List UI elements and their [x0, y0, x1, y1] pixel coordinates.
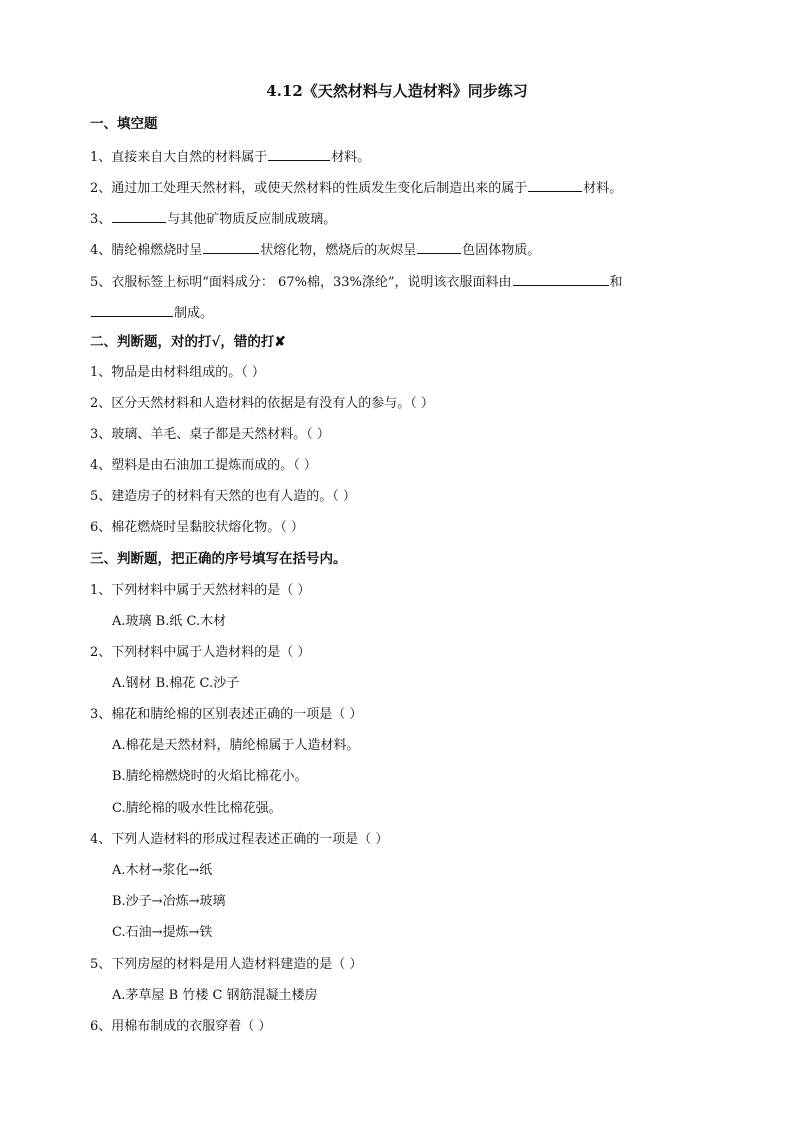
q5-text-mid: 和 [609, 275, 623, 290]
choice-options-2: A.钢材 B.棉花 C.沙子 [112, 676, 240, 691]
choice-question-6: 6、用棉布制成的衣服穿着（ ） [90, 1019, 272, 1034]
choice-option-4c: C.石油→提炼→铁 [112, 925, 213, 940]
q3-text-post: 与其他矿物质反应制成玻璃。 [167, 212, 337, 227]
section2-heading: 二、判断题，对的打√，错的打✘ [90, 334, 286, 350]
q5-text-post: 制成。 [174, 306, 214, 321]
choice-option-3b: B.腈纶棉燃烧时的火焰比棉花小。 [112, 769, 308, 784]
q2-text-post: 材料。 [583, 181, 623, 196]
q5-text-pre: 5、衣服标签上标明“面料成分： 67%棉，33%涤纶”，说明该衣服面料由 [90, 275, 512, 290]
judge-question-6: 6、棉花燃烧时呈黏胶状熔化物。（ ） [90, 520, 304, 535]
choice-option-4a: A.木材→浆化→纸 [112, 863, 213, 878]
fill-question-5 [90, 270, 623, 293]
fill-question-1 [90, 145, 370, 168]
judge-question-4: 4、塑料是由石油加工提炼而成的。（ ） [90, 458, 317, 473]
answer-blank[interactable] [417, 238, 461, 254]
fill-question-3 [90, 207, 336, 230]
choice-question-4: 4、下列人造材料的形成过程表述正确的一项是（ ） [90, 832, 389, 847]
judge-question-3: 3、玻璃、羊毛、桌子都是天然材料。（ ） [90, 427, 330, 442]
section3-heading: 三、判断题，把正确的序号填写在括号内。 [90, 551, 347, 567]
q2-text-pre: 2、通过加工处理天然材料，或使天然材料的性质发生变化后制造出来的属于 [90, 181, 528, 196]
answer-blank[interactable] [513, 270, 609, 286]
choice-question-2: 2、下列材料中属于人造材料的是（ ） [90, 645, 311, 660]
answer-blank[interactable] [528, 176, 582, 192]
choice-question-1: 1、下列材料中属于天然材料的是（ ） [90, 583, 311, 598]
choice-option-4b: B.沙子→冶炼→玻璃 [112, 894, 226, 909]
page-title: 4.12《天然材料与人造材料》同步练习 [266, 82, 528, 100]
section1-heading: 一、填空题 [90, 116, 158, 132]
choice-options-5: A.茅草屋 B 竹楼 C 钢筋混凝土楼房 [112, 988, 318, 1003]
q1-text-pre: 1、直接来自大自然的材料属于 [90, 150, 268, 165]
answer-blank[interactable] [203, 238, 259, 254]
q4-text-post: 色固体物质。 [462, 243, 541, 258]
q1-text-post: 材料。 [331, 150, 371, 165]
answer-blank[interactable] [112, 207, 166, 223]
choice-question-5: 5、下列房屋的材料是用人造材料建造的是（ ） [90, 957, 363, 972]
judge-question-2: 2、区分天然材料和人造材料的依据是有没有人的参与。（ ） [90, 396, 434, 411]
judge-question-1: 1、物品是由材料组成的。（ ） [90, 365, 265, 380]
fill-question-2 [90, 176, 622, 199]
choice-options-1: A.玻璃 B.纸 C.木材 [112, 614, 227, 629]
q3-text-pre: 3、 [90, 212, 112, 227]
fill-question-4 [90, 238, 540, 261]
answer-blank[interactable] [91, 301, 173, 317]
fill-question-5-cont [90, 301, 213, 324]
judge-question-5: 5、建造房子的材料有天然的也有人造的。（ ） [90, 489, 356, 504]
q4-text-mid: 状熔化物，燃烧后的灰烬呈 [260, 243, 417, 258]
q4-text-pre: 4、腈纶棉燃烧时呈 [90, 243, 203, 258]
choice-question-3: 3、棉花和腈纶棉的区别表述正确的一项是（ ） [90, 707, 363, 722]
choice-option-3c: C.腈纶棉的吸水性比棉花强。 [112, 801, 282, 816]
answer-blank[interactable] [268, 145, 330, 161]
choice-option-3a: A.棉花是天然材料，腈纶棉属于人造材料。 [112, 738, 360, 753]
